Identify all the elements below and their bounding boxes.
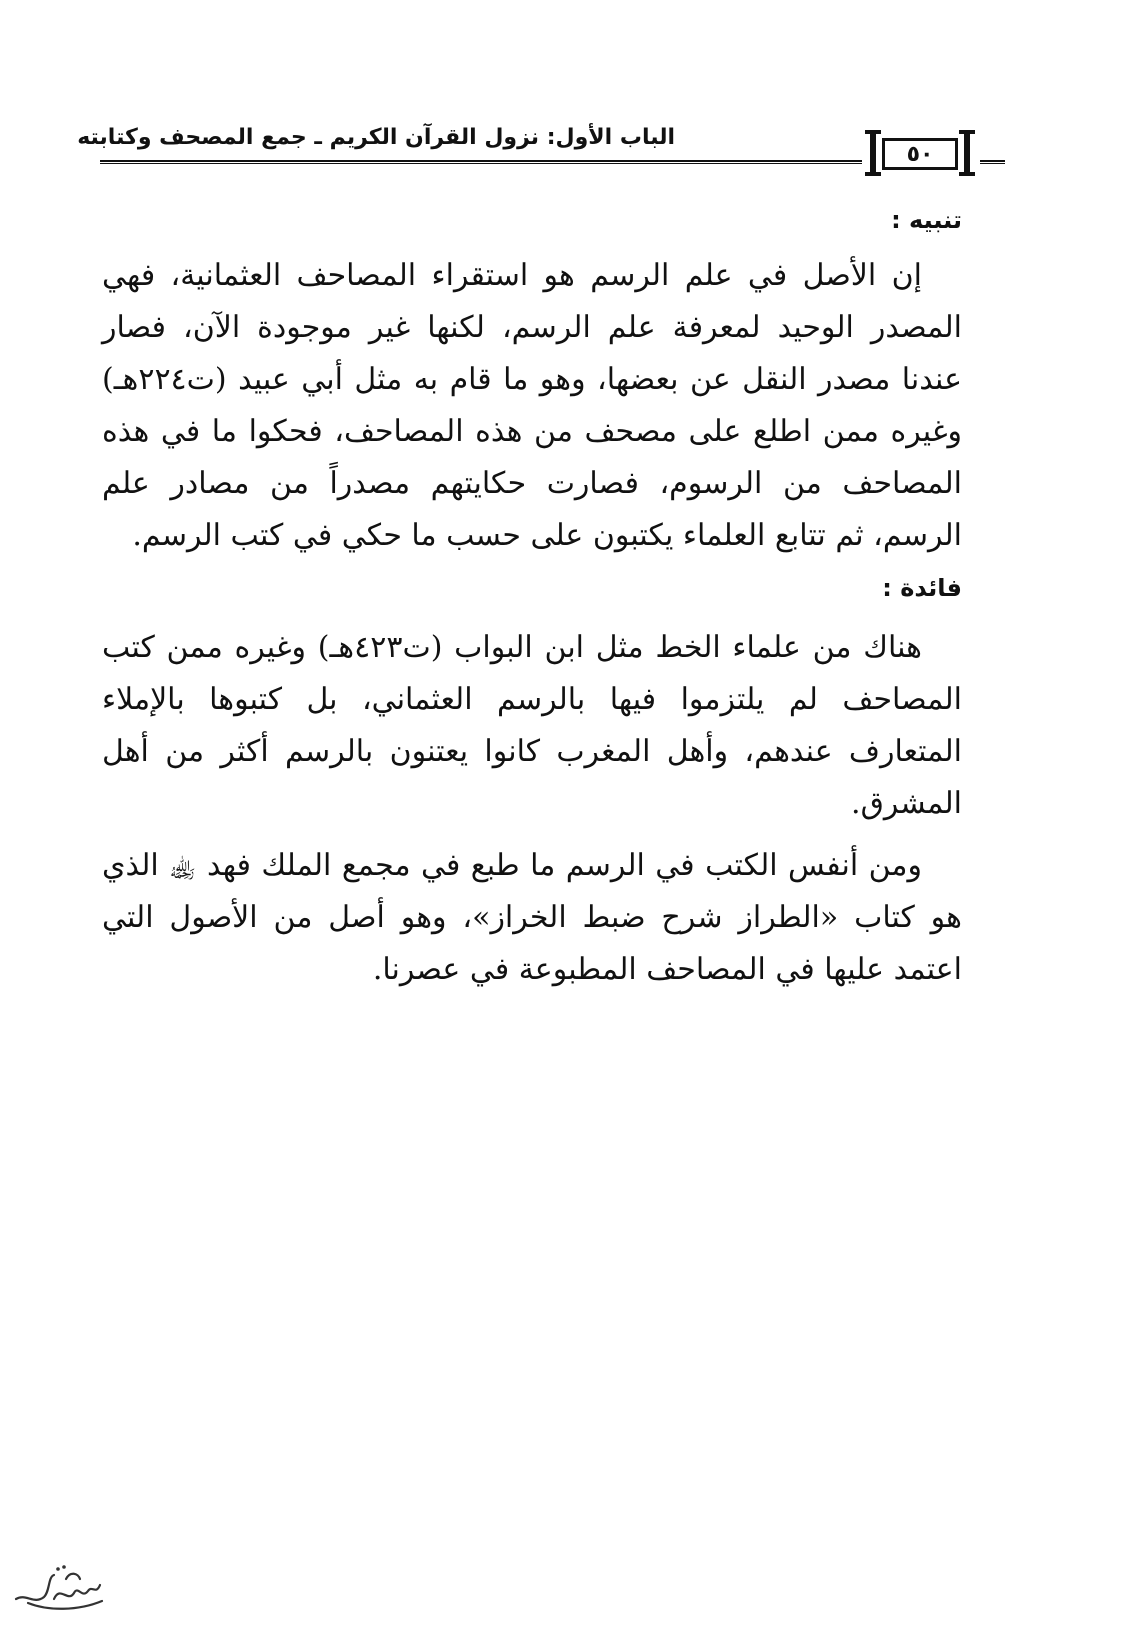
paragraph: هناك من علماء الخط مثل ابن البواب (ت٤٢٣هـ) وغيره ممن كتب المصاحف لم يلتزموا فيها بالرسم العثماني، بل كتبوها بالإملاء المتعارف عندهم، وأهل المغرب كانوا يعتنون بالرسم أكثر من أهل المشرق. bbox=[102, 630, 962, 821]
section-heading-benefit: فائدة : bbox=[882, 574, 962, 602]
page-header bbox=[77, 118, 1005, 180]
page-number-box bbox=[870, 130, 970, 176]
publisher-logo-icon bbox=[8, 1555, 108, 1615]
paragraph: إن الأصل في علم الرسم هو استقراء المصاحف العثمانية، فهي المصدر الوحيد لمعرفة علم الرسم، لكنها غير موجودة الآن، فصار عندنا مصدر النقل عن بعضها، وهو ما قام به مثل أبي عبيد (ت٢٢٤هـ) وغيره ممن اطلع على مصحف من هذه المصاحف، فحكوا ما في هذه المصاحف من الرسوم، فصارت حكايتهم مصدراً من مصادر علم الرسم، ثم تتابع العلماء يكتبون على حسب ما حكي في كتب الرسم. bbox=[102, 258, 962, 553]
paragraph: ومن أنفس الكتب في الرسم ما طبع في مجمع الملك فهد ﵀ الذي هو كتاب «الطراز شرح ضبط الخراز»، وهو أصل من الأصول التي اعتمد عليها في المصاحف المطبوعة في عصرنا. bbox=[102, 848, 962, 987]
header-rule-right bbox=[980, 160, 1005, 164]
page-content bbox=[102, 200, 962, 996]
page-number: ٥٠ bbox=[882, 138, 958, 170]
running-head: الباب الأول: نزول القرآن الكريم ـ جمع المصحف وكتابته bbox=[77, 125, 675, 150]
header-rule bbox=[100, 160, 862, 164]
section-heading-notice: تنبيه : bbox=[891, 206, 962, 234]
